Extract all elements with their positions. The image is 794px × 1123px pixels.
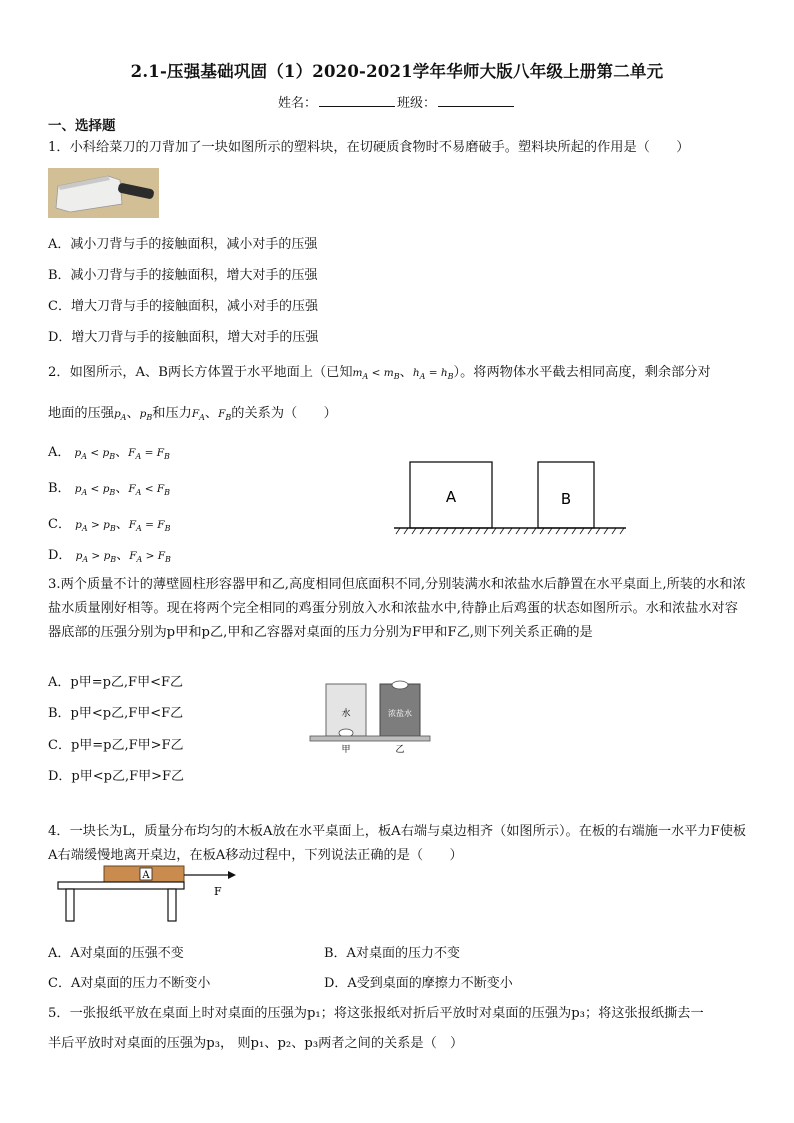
q1-option-d[interactable]: D．增大刀背与手的接触面积，增大对手的压强 bbox=[48, 330, 319, 345]
student-info bbox=[0, 92, 794, 111]
name-field[interactable] bbox=[319, 94, 395, 107]
q3-stem: 3.两个质量不计的薄壁圆柱形容器甲和乙,高度相同但底面积不同,分别装满水和浓盐水后静置在水平桌面上,所装的水和浓盐水质量刚好相等。现在将两个完全相同的鸡蛋分别放入水和浓盐水中,待静止后鸡蛋的状态如图所示。水和浓盐水对容器底部的压强分别为p甲和p乙,甲和乙容器对桌面的压力分别为F甲和F乙,则下列关系正确的是 bbox=[48, 577, 746, 640]
q1-option-a[interactable]: A．减小刀背与手的接触面积，减小对手的压强 bbox=[48, 237, 318, 252]
q3-containers-figure bbox=[306, 676, 434, 756]
yi-label: 乙 bbox=[395, 745, 405, 755]
class-field[interactable] bbox=[438, 94, 514, 107]
water-label: 水 bbox=[341, 709, 351, 719]
q4-option-a[interactable]: A．A对桌面的压强不变 bbox=[48, 946, 184, 961]
label-b: B bbox=[560, 490, 572, 508]
q4-option-d[interactable]: D．A受到桌面的摩擦力不断变小 bbox=[324, 976, 513, 991]
q4-option-b[interactable]: B．A对桌面的压力不变 bbox=[324, 946, 460, 961]
name-label: 姓名： bbox=[277, 96, 317, 111]
q5-stem-line2: 半后平放时对桌面的压强为p₃， 则p₁、p₂、p₃两者之间的关系是（ ） bbox=[48, 1036, 464, 1051]
q4-stem: 4．一块长为L，质量分布均匀的木板A放在水平桌面上，板A右端与桌边相齐（如图所示）。在板的右端施一水平力F使板A右端缓慢地离开桌边，在板A移动过程中，下列说法正确的是（ ） bbox=[48, 824, 747, 863]
board-a-label: A bbox=[142, 870, 150, 881]
section-heading: 一、选择题 bbox=[48, 118, 116, 134]
label-a: A bbox=[445, 488, 457, 506]
q2-option-d[interactable]: D． $p_A > p_B$、$F_A > F_B$ bbox=[48, 548, 171, 565]
q1-stem: 1．小科给菜刀的刀背加了一块如图所示的塑料块，在切硬质食物时不易磨破手。塑料块所起的作用是（ ） bbox=[48, 140, 690, 155]
q3-option-a[interactable]: A．p甲=p乙,F甲<F乙 bbox=[48, 675, 183, 690]
q2-option-c[interactable]: C． $p_A > p_B$、$F_A = F_B$ bbox=[48, 517, 171, 534]
q5-stem-line1: 5．一张报纸平放在桌面上时对桌面的压强为p₁；将这张报纸对折后平放时对桌面的压强为p₃；将这张报纸撕去一 bbox=[48, 1006, 704, 1021]
class-label: 班级： bbox=[397, 96, 437, 111]
jia-label: 甲 bbox=[341, 745, 351, 755]
q3-option-c[interactable]: C．p甲=p乙,F甲>F乙 bbox=[48, 738, 184, 753]
q1-option-c[interactable]: C．增大刀背与手的接触面积，减小对手的压强 bbox=[48, 299, 318, 314]
q2-blocks-figure bbox=[390, 458, 630, 540]
q1-knife-image bbox=[48, 168, 159, 218]
page-title: 2.1-压强基础巩固（1）2020-2021学年华师大版八年级上册第二单元 bbox=[130, 62, 664, 81]
q4-table-figure bbox=[52, 862, 242, 924]
q4-option-c[interactable]: C．A对桌面的压力不断变小 bbox=[48, 976, 211, 991]
q3-option-b[interactable]: B．p甲<p乙,F甲<F乙 bbox=[48, 706, 184, 721]
q1-option-b[interactable]: B．减小刀背与手的接触面积，增大对手的压强 bbox=[48, 268, 318, 283]
brine-label: 浓盐水 bbox=[388, 709, 412, 718]
q2-stem: 2．如图所示，A、B两长方体置于水平地面上（已知$m_A < m_B$、$h_A = h_B$）。将两物体水平截去相同高度，剩余部分对 bbox=[48, 365, 711, 382]
q2-option-b[interactable]: B． $p_A < p_B$、$F_A < F_B$ bbox=[48, 481, 171, 498]
q3-option-d[interactable]: D．p甲<p乙,F甲>F乙 bbox=[48, 769, 185, 784]
q2-stem-line2: 地面的压强$p_A$、$p_B$和压力$F_A$、$F_B$的关系为（ ） bbox=[48, 406, 337, 423]
force-label: F bbox=[214, 885, 222, 898]
q2-option-a[interactable]: A． $p_A < p_B$、$F_A = F_B$ bbox=[48, 445, 170, 462]
